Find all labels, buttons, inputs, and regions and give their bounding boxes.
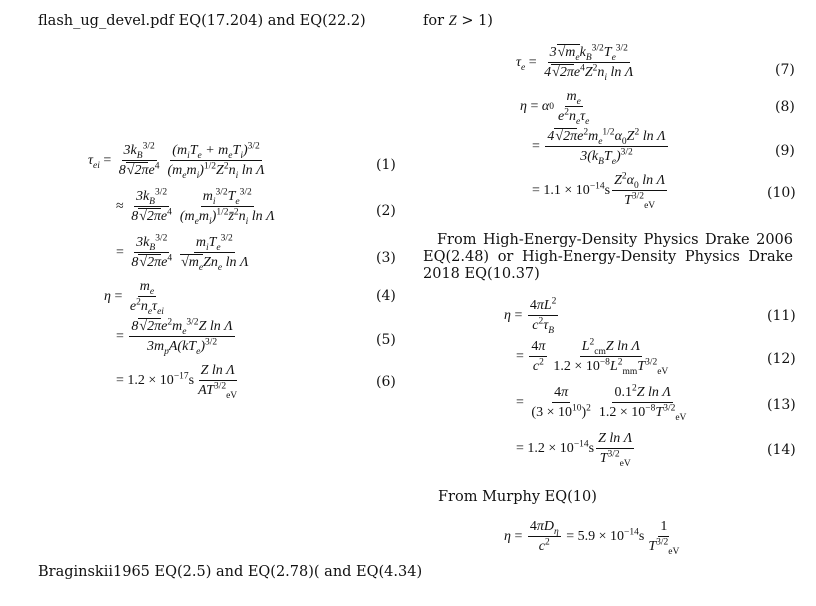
equation-2: ≈ $\frac{3k_B^{3/2}}{8√2\pi e^4}$ $\frac{m_i^{3/2}T_e^{3/2}}{(m_em_i)^{1/2}z̄^2n_i \ln \Lambda}$ — [116, 187, 275, 227]
equation-7: $\tau_e$ = $\frac{3√m_ek_B^{3/2}T_e^{3/2}}{4√2\pi e^4Z^2n_i \ln \Lambda}$ — [516, 43, 634, 83]
equation-5: = $\frac{8√2\pi e^2m_e^{3/2}Z \ln \Lambda}{3m_pA(kT_e)^{3/2}}$ — [116, 317, 233, 357]
equation-number-2: (2) — [376, 203, 396, 219]
equation-number-5: (5) — [376, 332, 396, 348]
equation-number-7: (7) — [775, 62, 795, 78]
equation-number-13: (13) — [767, 397, 796, 413]
equation-9: = $\frac{4√2\pi e^2m_e^{1/2}\alpha_0Z^2 \ln \Lambda}{3(k_BT_e)^{3/2}}$ — [532, 127, 666, 167]
equation-14: = $1.2 \times 10^{-14}s$ $\frac{\text{Z ln Λ}}{T^{3/2}_{eV}}$ — [516, 431, 633, 469]
equation-number-12: (12) — [767, 351, 796, 367]
equation-number-11: (11) — [767, 308, 796, 324]
equation-number-9: (9) — [775, 143, 795, 159]
eq14-exponent: −14 — [573, 439, 589, 450]
murphy-reference-text: From Murphy EQ(10) — [438, 489, 597, 505]
footer-left-text: Braginskii1965 EQ(2.5) and EQ(2.78)( and EQ(4.34) — [38, 564, 423, 580]
equation-number-8: (8) — [775, 99, 795, 115]
equation-11: η = $\frac{4\pi L^2}{c^2\tau_B}$ — [504, 296, 557, 336]
equation-1: $\tau_{ei}$ = $\frac{3k_B^{3/2}}{8√2\pi e^4}$ $\frac{(m_iT_e + m_eT_i)^{3/2}}{(m_em_i)^{1/2}Z^2n_i \ln \Lambda}$ — [88, 141, 265, 181]
eq12-exponent: −8 — [599, 357, 610, 368]
equation-number-6: (6) — [376, 374, 396, 390]
murphy-constant: 5.9 × 10 — [577, 529, 625, 544]
equation-number-3: (3) — [376, 250, 396, 266]
eq12-constant: 1.2 × 10 — [553, 359, 600, 374]
equation-number-10: (10) — [767, 185, 796, 201]
eq6-constant: 1.2 × 10 — [127, 373, 174, 388]
eq13-den-a: (3 × 10 — [531, 405, 572, 420]
equation-number-14: (14) — [767, 442, 796, 458]
header-left-text: flash_ug_devel.pdf EQ(17.204) and EQ(22.2) — [38, 13, 366, 29]
equation-10: = $1.1 \times 10^{-14}s$ $\frac{Z^2\alpha_0 \ln \Lambda}{T^{3/2}_{eV}}$ — [532, 171, 666, 211]
eq13-den-exp: 10 — [571, 403, 582, 414]
drake-reference-paragraph: From High-Energy-Density Physics Drake 2006 EQ(2.48) or High-Energy-Density Physics Drake 2018 EQ(10.37) — [423, 232, 793, 282]
equation-3: = $\frac{3k_B^{3/2}}{8√2\pi e^4}$ $\frac{m_iT_e^{3/2}}{√m_eZn_e \ln \Lambda}$ — [116, 233, 249, 273]
eq13-den-b-exp: −8 — [645, 403, 656, 414]
eq13-den-b: 1.2 × 10 — [598, 405, 646, 420]
eq10-constant: 1.1 × 10 — [543, 183, 590, 198]
header-right-text: for Z > 1) — [423, 13, 493, 29]
equation-13: = $\frac{4\pi}{(3 \times 10^{10})^2}$ $\frac{0.1^2Z \ln \Lambda}{1.2 \times 10^{-8}T^{3/2}_{eV}}$ — [516, 383, 687, 423]
equation-8: η = α 0 $\frac{m_e}{e^2n_e\tau_e}$ — [520, 89, 590, 127]
eq6-exponent: −17 — [173, 371, 189, 382]
eq14-constant: 1.2 × 10 — [527, 441, 574, 456]
eq10-exponent: −14 — [589, 181, 605, 192]
equation-4: η = $\frac{m_e}{e^2n_e\tau_{ei}}$ — [104, 279, 164, 317]
murphy-exponent: −14 — [624, 527, 639, 538]
equation-number-4: (4) — [376, 288, 396, 304]
equation-number-1: (1) — [376, 157, 396, 173]
equation-6: = $1.2 \times 10^{-17}s$ $\frac{\text{Z ln Λ}}{AT^{3/2}_{eV}}$ — [116, 363, 238, 401]
eq13-num-constant: 0.1 — [614, 385, 632, 400]
equation-12: = $\frac{4\pi}{c^2}$ $\frac{L^2_{cm}Z \ln \Lambda}{1.2 \times 10^{-8}L^2_{mm}T^{3/2}_{eV}}$ — [516, 337, 669, 377]
equation-murphy: η = $\frac{4\pi D_\eta}{c^2}$ = $5.9 \times 10^{-14}s$ $\frac{1}{T^{3/2}_{eV}}$ — [504, 519, 680, 557]
